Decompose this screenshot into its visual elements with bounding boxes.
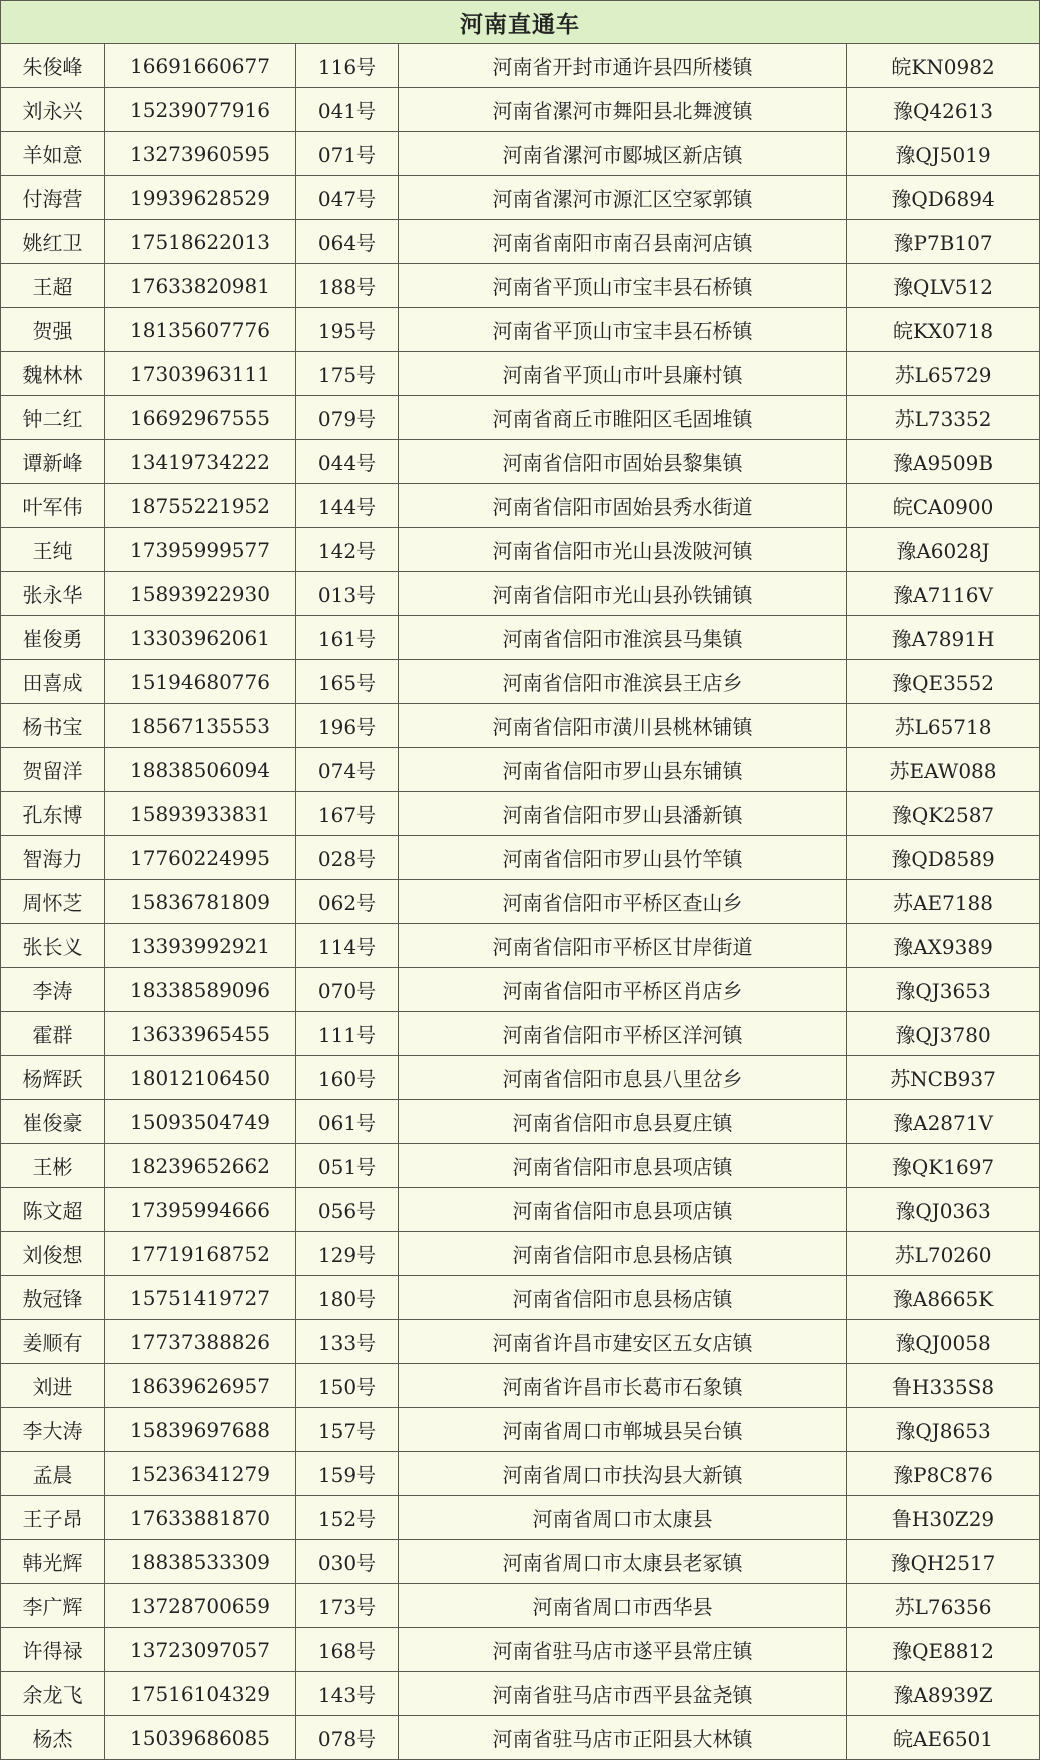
table-row — [1, 1540, 1040, 1584]
plate-number-cell: 苏L70260 — [847, 1232, 1040, 1276]
address-cell: 河南省漯河市源汇区空冢郭镇 — [399, 176, 847, 220]
plate-number-cell: 豫A8665K — [847, 1276, 1040, 1320]
table-row — [1, 836, 1040, 880]
address-cell: 河南省信阳市息县夏庄镇 — [399, 1100, 847, 1144]
serial-number-cell: 143号 — [296, 1672, 399, 1716]
serial-number-cell: 041号 — [296, 88, 399, 132]
title-row — [1, 1, 1040, 44]
address-cell: 河南省信阳市息县项店镇 — [399, 1188, 847, 1232]
driver-name-cell: 许得禄 — [1, 1628, 105, 1672]
driver-name-cell: 姜顺有 — [1, 1320, 105, 1364]
phone-cell: 18239652662 — [105, 1144, 296, 1188]
serial-number-cell: 044号 — [296, 440, 399, 484]
table-row — [1, 308, 1040, 352]
serial-number-cell: 062号 — [296, 880, 399, 924]
driver-name-cell: 王彬 — [1, 1144, 105, 1188]
phone-cell: 15751419727 — [105, 1276, 296, 1320]
driver-name-cell: 霍群 — [1, 1012, 105, 1056]
table-row — [1, 880, 1040, 924]
driver-name-cell: 张永华 — [1, 572, 105, 616]
driver-name-cell: 陈文超 — [1, 1188, 105, 1232]
plate-number-cell: 皖KX0718 — [847, 308, 1040, 352]
serial-number-cell: 030号 — [296, 1540, 399, 1584]
serial-number-cell: 013号 — [296, 572, 399, 616]
table-row — [1, 528, 1040, 572]
serial-number-cell: 173号 — [296, 1584, 399, 1628]
driver-name-cell: 贺强 — [1, 308, 105, 352]
address-cell: 河南省信阳市罗山县潘新镇 — [399, 792, 847, 836]
table-row — [1, 616, 1040, 660]
serial-number-cell: 047号 — [296, 176, 399, 220]
table-row — [1, 1716, 1040, 1760]
serial-number-cell: 064号 — [296, 220, 399, 264]
address-cell: 河南省漯河市舞阳县北舞渡镇 — [399, 88, 847, 132]
serial-number-cell: 152号 — [296, 1496, 399, 1540]
address-cell: 河南省信阳市平桥区肖店乡 — [399, 968, 847, 1012]
address-cell: 河南省信阳市固始县秀水街道 — [399, 484, 847, 528]
serial-number-cell: 056号 — [296, 1188, 399, 1232]
address-cell: 河南省信阳市光山县孙铁铺镇 — [399, 572, 847, 616]
address-cell: 河南省驻马店市西平县盆尧镇 — [399, 1672, 847, 1716]
phone-cell: 17719168752 — [105, 1232, 296, 1276]
plate-number-cell: 苏L73352 — [847, 396, 1040, 440]
serial-number-cell: 165号 — [296, 660, 399, 704]
driver-name-cell: 崔俊豪 — [1, 1100, 105, 1144]
table-row — [1, 1628, 1040, 1672]
phone-cell: 13723097057 — [105, 1628, 296, 1672]
serial-number-cell: 114号 — [296, 924, 399, 968]
phone-cell: 17303963111 — [105, 352, 296, 396]
plate-number-cell: 豫A9509B — [847, 440, 1040, 484]
phone-cell: 18838533309 — [105, 1540, 296, 1584]
plate-number-cell: 苏L76356 — [847, 1584, 1040, 1628]
table-row — [1, 1672, 1040, 1716]
driver-name-cell: 韩光辉 — [1, 1540, 105, 1584]
phone-cell: 15893933831 — [105, 792, 296, 836]
address-cell: 河南省漯河市郾城区新店镇 — [399, 132, 847, 176]
table-row — [1, 1452, 1040, 1496]
phone-cell: 18755221952 — [105, 484, 296, 528]
plate-number-cell: 豫QJ3653 — [847, 968, 1040, 1012]
serial-number-cell: 061号 — [296, 1100, 399, 1144]
driver-name-cell: 王子昂 — [1, 1496, 105, 1540]
driver-name-cell: 谭新峰 — [1, 440, 105, 484]
driver-name-cell: 周怀芝 — [1, 880, 105, 924]
phone-cell: 13419734222 — [105, 440, 296, 484]
address-cell: 河南省信阳市息县八里岔乡 — [399, 1056, 847, 1100]
address-cell: 河南省开封市通许县四所楼镇 — [399, 44, 847, 88]
driver-name-cell: 付海营 — [1, 176, 105, 220]
serial-number-cell: 111号 — [296, 1012, 399, 1056]
address-cell: 河南省许昌市长葛市石象镇 — [399, 1364, 847, 1408]
plate-number-cell: 豫Q42613 — [847, 88, 1040, 132]
phone-cell: 13633965455 — [105, 1012, 296, 1056]
driver-name-cell: 敖冠锋 — [1, 1276, 105, 1320]
driver-name-cell: 朱俊峰 — [1, 44, 105, 88]
table-row — [1, 1232, 1040, 1276]
plate-number-cell: 豫QK2587 — [847, 792, 1040, 836]
table-row — [1, 440, 1040, 484]
plate-number-cell: 豫QE8812 — [847, 1628, 1040, 1672]
phone-cell: 17760224995 — [105, 836, 296, 880]
address-cell: 河南省周口市太康县老冢镇 — [399, 1540, 847, 1584]
address-cell: 河南省周口市扶沟县大新镇 — [399, 1452, 847, 1496]
address-cell: 河南省信阳市淮滨县马集镇 — [399, 616, 847, 660]
driver-name-cell: 刘俊想 — [1, 1232, 105, 1276]
address-cell: 河南省信阳市平桥区甘岸街道 — [399, 924, 847, 968]
table-row — [1, 748, 1040, 792]
table-title: 河南直通车 — [1, 1, 1040, 44]
phone-cell: 18012106450 — [105, 1056, 296, 1100]
table-row — [1, 396, 1040, 440]
phone-cell: 17633881870 — [105, 1496, 296, 1540]
serial-number-cell: 168号 — [296, 1628, 399, 1672]
driver-name-cell: 羊如意 — [1, 132, 105, 176]
table-row — [1, 1144, 1040, 1188]
table-row — [1, 660, 1040, 704]
driver-name-cell: 杨辉跃 — [1, 1056, 105, 1100]
table-row — [1, 968, 1040, 1012]
address-cell: 河南省信阳市潢川县桃林铺镇 — [399, 704, 847, 748]
serial-number-cell: 129号 — [296, 1232, 399, 1276]
phone-cell: 15836781809 — [105, 880, 296, 924]
phone-cell: 17633820981 — [105, 264, 296, 308]
phone-cell: 13393992921 — [105, 924, 296, 968]
driver-name-cell: 田喜成 — [1, 660, 105, 704]
address-cell: 河南省平顶山市宝丰县石桥镇 — [399, 264, 847, 308]
serial-number-cell: 157号 — [296, 1408, 399, 1452]
serial-number-cell: 074号 — [296, 748, 399, 792]
phone-cell: 17737388826 — [105, 1320, 296, 1364]
table-row — [1, 1364, 1040, 1408]
serial-number-cell: 028号 — [296, 836, 399, 880]
table-row — [1, 1100, 1040, 1144]
table-row — [1, 44, 1040, 88]
address-cell: 河南省信阳市息县杨店镇 — [399, 1232, 847, 1276]
phone-cell: 16692967555 — [105, 396, 296, 440]
address-cell: 河南省信阳市息县项店镇 — [399, 1144, 847, 1188]
serial-number-cell: 144号 — [296, 484, 399, 528]
table-row — [1, 352, 1040, 396]
serial-number-cell: 195号 — [296, 308, 399, 352]
driver-name-cell: 魏林林 — [1, 352, 105, 396]
driver-name-cell: 叶军伟 — [1, 484, 105, 528]
driver-name-cell: 孔东博 — [1, 792, 105, 836]
plate-number-cell: 豫QJ8653 — [847, 1408, 1040, 1452]
address-cell: 河南省信阳市固始县黎集镇 — [399, 440, 847, 484]
driver-name-cell: 杨书宝 — [1, 704, 105, 748]
table-row — [1, 1408, 1040, 1452]
plate-number-cell: 豫QH2517 — [847, 1540, 1040, 1584]
table-row — [1, 792, 1040, 836]
plate-number-cell: 豫A8939Z — [847, 1672, 1040, 1716]
serial-number-cell: 188号 — [296, 264, 399, 308]
serial-number-cell: 180号 — [296, 1276, 399, 1320]
driver-name-cell: 刘进 — [1, 1364, 105, 1408]
table-row — [1, 88, 1040, 132]
plate-number-cell: 鲁H335S8 — [847, 1364, 1040, 1408]
driver-name-cell: 王纯 — [1, 528, 105, 572]
address-cell: 河南省南阳市南召县南河店镇 — [399, 220, 847, 264]
serial-number-cell: 142号 — [296, 528, 399, 572]
phone-cell: 16691660677 — [105, 44, 296, 88]
phone-cell: 13728700659 — [105, 1584, 296, 1628]
phone-cell: 15039686085 — [105, 1716, 296, 1760]
table-row — [1, 704, 1040, 748]
serial-number-cell: 196号 — [296, 704, 399, 748]
address-cell: 河南省信阳市平桥区查山乡 — [399, 880, 847, 924]
plate-number-cell: 苏L65718 — [847, 704, 1040, 748]
driver-name-cell: 孟晨 — [1, 1452, 105, 1496]
plate-number-cell: 豫QLV512 — [847, 264, 1040, 308]
plate-number-cell: 豫QJ3780 — [847, 1012, 1040, 1056]
address-cell: 河南省平顶山市宝丰县石桥镇 — [399, 308, 847, 352]
address-cell: 河南省信阳市淮滨县王店乡 — [399, 660, 847, 704]
table-row — [1, 1276, 1040, 1320]
address-cell: 河南省商丘市睢阳区毛固堆镇 — [399, 396, 847, 440]
serial-number-cell: 051号 — [296, 1144, 399, 1188]
plate-number-cell: 皖AE6501 — [847, 1716, 1040, 1760]
phone-cell: 17395994666 — [105, 1188, 296, 1232]
address-cell: 河南省周口市太康县 — [399, 1496, 847, 1540]
plate-number-cell: 皖KN0982 — [847, 44, 1040, 88]
driver-name-cell: 贺留洋 — [1, 748, 105, 792]
address-cell: 河南省信阳市罗山县东铺镇 — [399, 748, 847, 792]
table-row — [1, 1584, 1040, 1628]
plate-number-cell: 豫QD8589 — [847, 836, 1040, 880]
serial-number-cell: 175号 — [296, 352, 399, 396]
driver-name-cell: 李广辉 — [1, 1584, 105, 1628]
phone-cell: 17518622013 — [105, 220, 296, 264]
plate-number-cell: 豫A7116V — [847, 572, 1040, 616]
plate-number-cell: 苏L65729 — [847, 352, 1040, 396]
plate-number-cell: 皖CA0900 — [847, 484, 1040, 528]
plate-number-cell: 豫QJ5019 — [847, 132, 1040, 176]
address-cell: 河南省驻马店市正阳县大林镇 — [399, 1716, 847, 1760]
driver-name-cell: 钟二红 — [1, 396, 105, 440]
plate-number-cell: 豫A2871V — [847, 1100, 1040, 1144]
plate-number-cell: 豫QE3552 — [847, 660, 1040, 704]
table-row — [1, 176, 1040, 220]
driver-name-cell: 李大涛 — [1, 1408, 105, 1452]
driver-name-cell: 杨杰 — [1, 1716, 105, 1760]
driver-name-cell: 王超 — [1, 264, 105, 308]
serial-number-cell: 133号 — [296, 1320, 399, 1364]
phone-cell: 18567135553 — [105, 704, 296, 748]
table-row — [1, 132, 1040, 176]
driver-name-cell: 崔俊勇 — [1, 616, 105, 660]
table-row — [1, 1012, 1040, 1056]
phone-cell: 17395999577 — [105, 528, 296, 572]
phone-cell: 17516104329 — [105, 1672, 296, 1716]
table-row — [1, 1496, 1040, 1540]
plate-number-cell: 苏AE7188 — [847, 880, 1040, 924]
table-row — [1, 1188, 1040, 1232]
driver-name-cell: 张长义 — [1, 924, 105, 968]
address-cell: 河南省驻马店市遂平县常庄镇 — [399, 1628, 847, 1672]
plate-number-cell: 豫A6028J — [847, 528, 1040, 572]
driver-name-cell: 刘永兴 — [1, 88, 105, 132]
serial-number-cell: 070号 — [296, 968, 399, 1012]
address-cell: 河南省平顶山市叶县廉村镇 — [399, 352, 847, 396]
plate-number-cell: 豫P8C876 — [847, 1452, 1040, 1496]
phone-cell: 18838506094 — [105, 748, 296, 792]
address-cell: 河南省周口市郸城县吴台镇 — [399, 1408, 847, 1452]
plate-number-cell: 豫QD6894 — [847, 176, 1040, 220]
plate-number-cell: 豫P7B107 — [847, 220, 1040, 264]
driver-name-cell: 李涛 — [1, 968, 105, 1012]
table-row — [1, 1056, 1040, 1100]
plate-number-cell: 豫QK1697 — [847, 1144, 1040, 1188]
plate-number-cell: 鲁H30Z29 — [847, 1496, 1040, 1540]
address-cell: 河南省信阳市息县杨店镇 — [399, 1276, 847, 1320]
serial-number-cell: 159号 — [296, 1452, 399, 1496]
address-cell: 河南省信阳市平桥区洋河镇 — [399, 1012, 847, 1056]
phone-cell: 19939628529 — [105, 176, 296, 220]
serial-number-cell: 167号 — [296, 792, 399, 836]
table-row — [1, 1320, 1040, 1364]
phone-cell: 13273960595 — [105, 132, 296, 176]
plate-number-cell: 豫AX9389 — [847, 924, 1040, 968]
serial-number-cell: 116号 — [296, 44, 399, 88]
table-row — [1, 924, 1040, 968]
serial-number-cell: 161号 — [296, 616, 399, 660]
phone-cell: 15239077916 — [105, 88, 296, 132]
table-row — [1, 220, 1040, 264]
table-row — [1, 264, 1040, 308]
phone-cell: 13303962061 — [105, 616, 296, 660]
phone-cell: 18338589096 — [105, 968, 296, 1012]
phone-cell: 15194680776 — [105, 660, 296, 704]
phone-cell: 15839697688 — [105, 1408, 296, 1452]
plate-number-cell: 豫QJ0363 — [847, 1188, 1040, 1232]
address-cell: 河南省信阳市光山县泼陂河镇 — [399, 528, 847, 572]
phone-cell: 15093504749 — [105, 1100, 296, 1144]
plate-number-cell: 豫A7891H — [847, 616, 1040, 660]
serial-number-cell: 150号 — [296, 1364, 399, 1408]
address-cell: 河南省周口市西华县 — [399, 1584, 847, 1628]
phone-cell: 15893922930 — [105, 572, 296, 616]
driver-name-cell: 姚红卫 — [1, 220, 105, 264]
driver-name-cell: 智海力 — [1, 836, 105, 880]
address-cell: 河南省许昌市建安区五女店镇 — [399, 1320, 847, 1364]
serial-number-cell: 071号 — [296, 132, 399, 176]
plate-number-cell: 豫QJ0058 — [847, 1320, 1040, 1364]
phone-cell: 18639626957 — [105, 1364, 296, 1408]
phone-cell: 18135607776 — [105, 308, 296, 352]
address-cell: 河南省信阳市罗山县竹竿镇 — [399, 836, 847, 880]
driver-name-cell: 余龙飞 — [1, 1672, 105, 1716]
table-row — [1, 484, 1040, 528]
plate-number-cell: 苏EAW088 — [847, 748, 1040, 792]
serial-number-cell: 079号 — [296, 396, 399, 440]
table-row — [1, 572, 1040, 616]
table-body — [1, 44, 1040, 1760]
serial-number-cell: 078号 — [296, 1716, 399, 1760]
plate-number-cell: 苏NCB937 — [847, 1056, 1040, 1100]
phone-cell: 15236341279 — [105, 1452, 296, 1496]
serial-number-cell: 160号 — [296, 1056, 399, 1100]
